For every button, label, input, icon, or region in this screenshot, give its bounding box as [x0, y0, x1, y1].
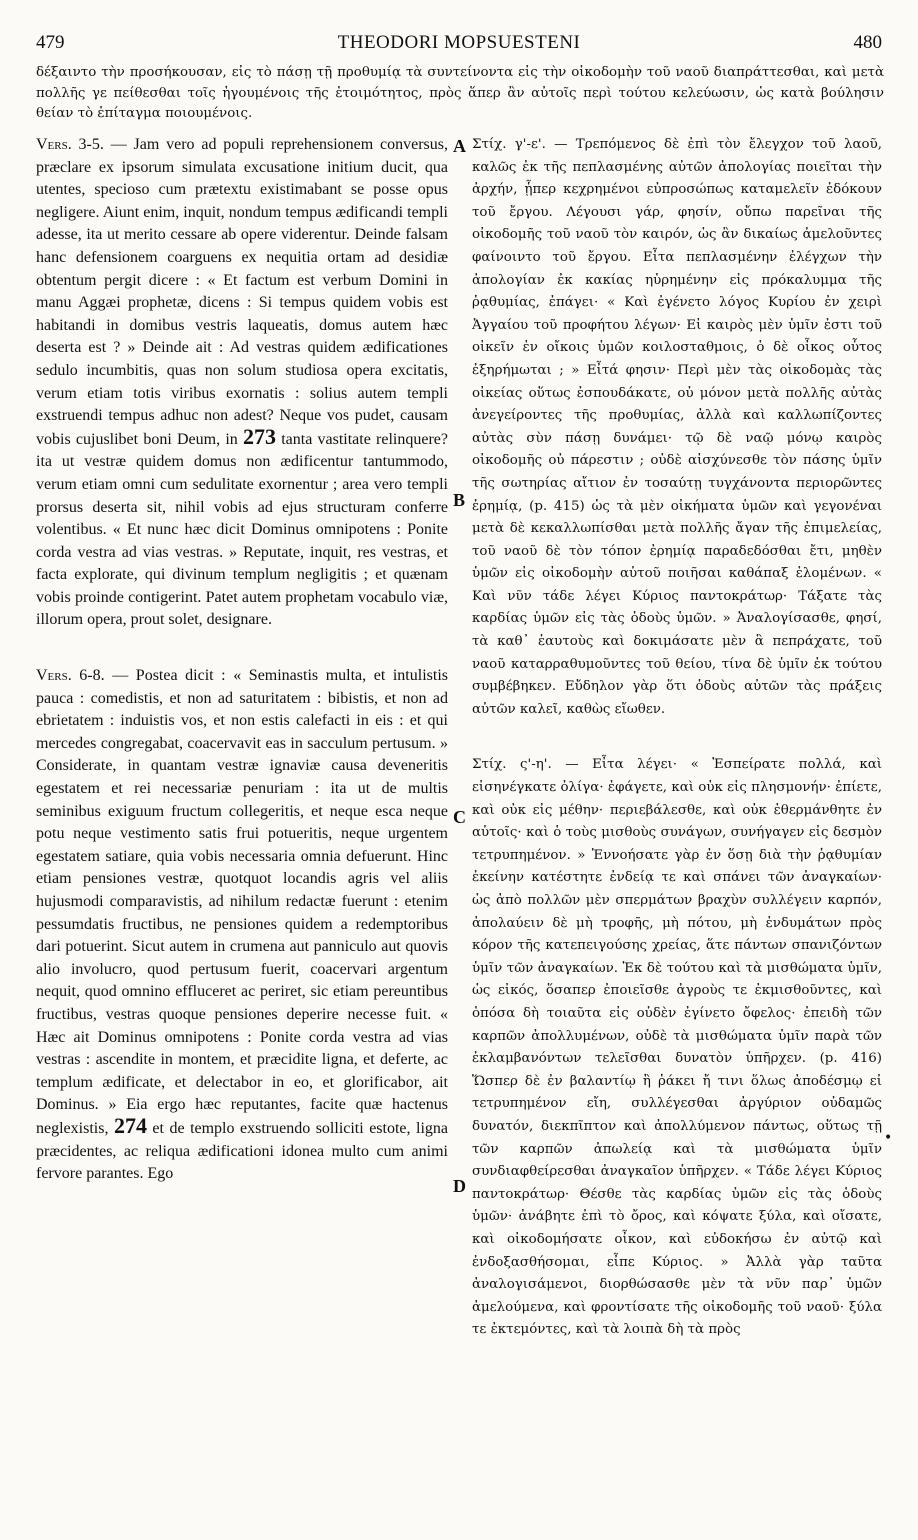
verse-label: Vers. 3-5. [36, 136, 104, 153]
section-marker-d: D [453, 1176, 466, 1196]
paragraph-text: et de templo exstruendo solliciti estote, ligna præcidentes, ac reliqua ædificationi idonea multo cum animi fervore parantes. Ego [36, 1119, 448, 1183]
greek-paragraph-vers-6-8: Στίχ. ς'-η'. — Εἶτα λέγει· « Ἐσπείρατε πολλά, καὶ εἰσηνέγκατε ὀλίγα· ἐφάγετε, καὶ οὐκ εἰς πλησμονήν· ἐπίετε, καὶ οὐκ εἰς μέθην· περιεβάλεσθε, καὶ οὐκ ἐθερμάνθητε ἐν αὐτοῖς· καὶ ὁ τοὺς μισθοὺς συνάγων, συνήγαγεν εἰς δεσμὸν τετρυπημένον. » Ἐννοήσατε γὰρ ἐν ὅσῃ διὰ τὴν ῥᾳθυμίαν ἐκείνην κατέστητε ἐνδείᾳ τε καὶ σπάνει τῶν ἀναγκαίων· ὡς ἀπὸ πολλῶν μὲν σπερμάτων βραχὺν συλλέγειν καρπόν, ἀπολαύειν δὲ μὴ τροφῆς, μὴ πότου, μὴ ἐνδυμάτων πρὸς κόρον τῆς κατεπειγούσης χρείας, ἅτε πάντων σπανιζόντων ὑμῖν τῶν ἀναγκαίων. Ἐκ δὲ τούτου καὶ τὰ μισθώματα ὑμῖν, ὡς εἰκός, ὅσαπερ ἐποιεῖσθε ἀγροὺς τε ἐκμισθοῦντες, καὶ ὁπόσα δὴ τοιαῦτα εἰς οὐδὲν ἐγίνετο ὄφελος· ἐπειδὴ τῶν καρπῶν ἀπολλυμένων, οὐδὲ τὰ μισθώματα ὑμῖν παρὰ τῶν ἐκλαμβανόντων τελεῖσθαι δυνατὸν ὑπῆρχεν. (p. 416) Ὥσπερ δὲ ἐν βαλαντίῳ ἢ ῥάκει ἤ τινι ὅλως ἀποδέσμῳ εἰ τετρυπημένον εἴη, συλλέγεσθαι ἀργύριον οὐδαμῶς δυνατόν, διεκπῖπτον καὶ ἀπολλύμενον πάντως, οὕτως τῇ τῶν καρπῶν ἀπωλείᾳ καὶ τὰ μισθώματα ὑμῖν συνδιαφθείρεσθαι ἀναγκαῖον ὑπῆρχεν. « Τάδε λέγει Κύριος παντοκράτωρ· Θέσθε τὰς καρδίας ὑμῶν εἰς τὰς ὁδοὺς ὑμῶν· ἀνάβητε ἐπὶ τὸ ὄρος, καὶ κόψατε ξύλα, καὶ οἴσατε, καὶ οἰκοδομήσατε οἶκον, καὶ εὐδοκήσω ἐν αὐτῷ καὶ ἐνδοξασθήσομαι, εἶπε Κύριος. » Ἀλλὰ γὰρ ταῦτα ἀναλογισάμενοι, διορθώσασθε μὲν τὰ νῦν παρ᾽ ὑμῶν ἀμελούμενα, καὶ φροντίσατε τῆς οἰκοδομῆς τοῦ ναοῦ· ξύλα τε ἐκτεμόντες, καὶ τὰ λοιπὰ δὴ τὰ πρὸς [472, 757, 882, 1338]
intro-greek-text: δέξαιντο τὴν προσήκουσαν, εἰς τὸ πάσῃ τῇ προθυμίᾳ τὰ συντείνοντα εἰς τὴν οἰκοδομὴν τοῦ ναοῦ διαπράττεσθαι, καὶ μετὰ πολλῆς γε πείθεσθαι τοῖς ἡγουμένοις τῆς ἑτοιμότητος, πρὸς ἅπερ ἂν αὐτοῖς περὶ τούτου κελεύωσιν, ὡς κατὰ βούλησιν θείαν τὸ ἐπίταγμα ποιουμένοις. [36, 65, 884, 121]
page-header [36, 32, 882, 60]
running-title: THEODORI MOPSUESTENI [337, 32, 581, 53]
page-number-left: 479 [36, 32, 65, 53]
section-marker-c: C [453, 807, 466, 827]
paragraph-text: — Jam vero ad populi reprehensionem conversus, præclare ex ipsorum simulata excusatione initium ducit, qua utentes, specioso cum prætextu existimabant se posse opus negligere. Aiunt enim, inquit, nondum tempus ædificandi templi adesse, ita ut merito cessare ab opere viderentur. Deinde falsam hanc defensionem coarguens ex nequitia ortam ad desidiæ obtentum pergit dicere : « Et factum est verbum Domini in manu Aggæi prophetæ, dicens : Si tempus quidem vobis est habitandi in domibus vestris laqueatis, domus autem hæc deserta est ? » Deinde ait : Ad vestras quidem ædificationes sedulo incumbitis, quas non solum studiosa opera excitatis, verum etiam totis viribus exornatis : solius autem templi exstruendi tempus adhuc non adest? Neque vos pudet, causam vobis cujuslibet boni Deum, in [36, 136, 449, 448]
paragraph-text: — Postea dicit : « Seminastis multa, et intulistis pauca : comedistis, et non ad saturitatem : bibistis, et non ad ebrietatem : induistis vos, et non estis calefacti in eis : et qui mercedes congregabat, coacervavit eas in sacculum pertusum. » Considerate, in quantam vestræ ignaviæ causa deveneritis egestatem et rei necessariæ penuriam : ita ut de multis seminibus exiguum fructum collegeritis, et neque esca neque potu neque vestimento satis frui potueritis, neque urgentem egestatem satiare, quia vobis necessaria omnia defuerunt. Hinc etiam pensiones vestræ, quotquot locandis agris vel aliis hujusmodi comparavistis, ad nihilum redactæ fuerunt : etenim pessumdatis fructibus, ne pensiones quidem a redemptoribus dari potuerint. Sicut autem in crumena aut panniculo aut quovis alio involucro, quod pertusum fuerit, coacervari argentum nequit, quod omnino effluceret ac periret, sic etiam pereuntibus fructibus, vestras quoque pensiones deperire necesse fuit. « Hæc ait Dominus omnipotens : Ponite corda vestra ad vias vestras : ascendite in montem, et præcidite ligna, et deferte, ac templum ædificate, et delectabor in eo, et glorificabor, ait Dominus. » Eia ergo hæc reputantes, facite quæ hactenus neglexistis, [36, 667, 448, 1137]
page-number-right: 480 [853, 32, 882, 53]
page-marker-number: 274 [113, 1112, 147, 1138]
margin-dot-icon: • [884, 1130, 893, 1146]
page-marker-number: 273 [242, 423, 276, 449]
latin-paragraph-vers-3-5 [36, 134, 448, 632]
greek-paragraph-vers-3-5: Στίχ. γ'-ε'. — Τρεπόμενος δὲ ἐπὶ τὸν ἔλεγχον τοῦ λαοῦ, καλῶς ἐκ τῆς πεπλασμένης αὐτῶν ἀπολογίας ποιεῖται τὴν ἀρχήν, ᾗπερ κεχρημένοι εὐπροσώπως καταμελεῖν ἐδόκουν τοῦ ἔργου. Λέγουσι γάρ, φησίν, οὔπω παρεῖναι τῆς οἰκοδομῆς τοῦ ναοῦ τὸν καιρόν, ὡς ἂν δικαίως ἀμελοῦντες φαίνοιντο τοῦ ἔργου. Εἶτα πεπλασμένην ἐλέγχων τὴν ἀπολογίαν ἐκ κακίας ηὑρημένην εἰς πρόκαλυμμα τῆς ῥᾳθυμίας, ἐπάγει· « Καὶ ἐγένετο λόγος Κυρίου ἐν χειρὶ Ἀγγαίου τοῦ προφήτου λέγων· Εἰ καιρὸς μὲν ὑμῖν ἐστι τοῦ οἰκεῖν ἐν οἴκοις ὑμῶν κοιλοσταθμοις, ὁ δὲ οἶκος οὗτος ἐξηρήμωται ; » Εἶτά φησιν· Περὶ μὲν τὰς οἰκοδομὰς τὰς οἰκείας οὕτως ἐσπουδάκατε, οὐ μόνον μετὰ πολλῆς αὐτὰς ἀνεγείροντες τῆς προθυμίας, ἀλλὰ καὶ καλλωπίζοντες αὐτὰς σὺν πάσῃ δυνάμει· τῷ δὲ ναῷ μόνῳ καιρὸς οἰκοδομῆς οὐ πάρεστιν ; οὐδὲ αἰσχύνεσθε τὸν πάσης ὑμῖν τῆς σωτηρίας αἴτιον ἐν τοσαύτῃ τυγχάνοντα περιορῶντες ἐρημίᾳ, (p. 415) ὡς τὰ μὲν οἰκήματα ὑμῶν καὶ γεγονέναι μετὰ δὲ κεκαλλωπίσθαι μετὰ πολλῆς ἄγαν τῆς ἐπιμελείας, τοῦ ναοῦ δὲ τὸν τόπον ἐρημίᾳ παραδεδόσθαι ἔτι, μηθὲν ὑμῶν εἰς οἰκοδομὴν αὐτοῦ ποιῆσαι καθάπαξ ἑλομένων. « Καὶ νῦν τάδε λέγει Κύριος παντοκράτωρ· Τάξατε τὰς καρδίας ὑμῶν εἰς τὰς ὁδοὺς ὑμῶν. » Ἀναλογίσασθε, φησί, τὰ καθ᾽ ἑαυτοὺς καὶ δοκιμάσατε μὲν ἃ πεπράχατε, τοῦ ναοῦ καταρραθυμοῦντες τοῦ θείου, τίνα δὲ ὑμῖν ἐκ τούτου συμβέβηκεν. Εὔδηλον γὰρ ὅτι ὁδοὺς αὐτῶν τὰς πράξεις αὐτῶν καλεῖ, καθὼς εἴωθεν. [472, 137, 882, 717]
latin-column [36, 134, 448, 1518]
latin-paragraph-vers-6-8 [36, 665, 448, 1186]
section-marker-b: B [453, 490, 466, 510]
section-marker-a: A [453, 136, 466, 156]
paragraph-text: tanta vastitate relinquere? ita ut vestræ quidem domus non ædificentur tantummodo, verum etiam omni cum sedulitate exornentur ; area vero templi prorsus deserta sit, nihil vobis ad ejus structuram conferre volentibus. « Et nunc hæc dicit Dominus omnipotens : Ponite corda vestra ad vias vestras. » Reputate, inquit, res vestras, et facta explorate, qui divinum templum negligitis ; et quænam vobis proinde contigerint. Patet autem prophetam vocabulo viæ, illorum opera, prout solet, designare. [36, 430, 449, 629]
greek-column [472, 134, 882, 1518]
verse-label: Vers. 6-8. [36, 667, 105, 685]
